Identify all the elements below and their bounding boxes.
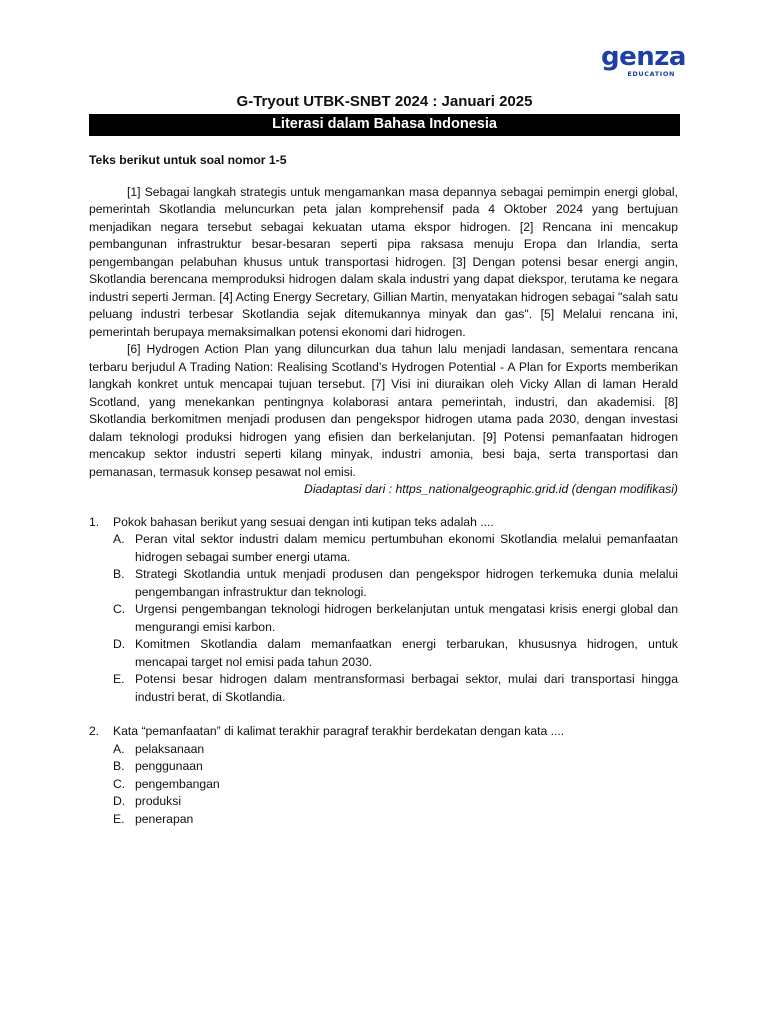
question-stem: Pokok bahasan berikut yang sesuai dengan inti kutipan teks adalah .... — [113, 514, 494, 529]
content — [89, 152, 678, 845]
question-list — [89, 514, 678, 829]
option-d[interactable] — [113, 793, 678, 811]
option-text: Strategi Skotlandia untuk menjadi produsen dan pengekspor hidrogen terkemuka dunia melalui pengembangan infrastruktur dan teknologi. — [135, 567, 678, 599]
option-text: penggunaan — [135, 759, 203, 773]
option-text: Potensi besar hidrogen dalam mentransformasi berbagai sektor, mulai dari transportasi hingga industri berat, di Skotlandia. — [135, 672, 678, 704]
question-body — [113, 514, 678, 707]
question-1 — [89, 514, 678, 707]
option-text: produksi — [135, 794, 182, 808]
option-letter: B. — [113, 567, 125, 581]
logo-tagline: EDUCATION — [627, 70, 675, 78]
question-number: 2. — [89, 724, 100, 738]
question-body — [113, 723, 678, 828]
option-letter: E. — [113, 811, 125, 826]
option-e[interactable] — [113, 671, 678, 706]
section-subtitle-bar: Literasi dalam Bahasa Indonesia — [89, 114, 680, 136]
option-d[interactable] — [113, 636, 678, 671]
option-letter: B. — [113, 759, 125, 773]
logo-wordmark: genza — [601, 42, 686, 72]
passage-heading: Teks berikut untuk soal nomor 1-5 — [89, 153, 287, 167]
question-2 — [89, 723, 678, 828]
option-text: pengembangan — [135, 776, 220, 791]
genza-logo — [601, 42, 686, 82]
option-a[interactable] — [113, 741, 678, 759]
option-letter: C. — [113, 602, 126, 616]
page-title: G-Tryout UTBK-SNBT 2024 : Januari 2025 — [236, 93, 533, 110]
option-text: Urgensi pengembangan teknologi hidrogen berkelanjutan untuk mengatasi krisis energi global dan mengurangi emisi karbon. — [135, 602, 678, 634]
question-number: 1. — [89, 514, 100, 529]
option-letter: A. — [113, 532, 125, 546]
option-letter: E. — [113, 672, 125, 686]
option-text: Peran vital sektor industri dalam memicu pertumbuhan ekonomi Skotlandia melalui pemanfaatan hidrogen sebagai sumber energi utama. — [135, 532, 678, 564]
option-letter: A. — [113, 741, 125, 756]
option-text: pelaksanaan — [135, 741, 205, 756]
option-text: penerapan — [135, 811, 194, 826]
option-text: Komitmen Skotlandia dalam memanfaatkan energi terbarukan, khususnya hidrogen, untuk mencapai target nol emisi pada tahun 2030. — [135, 637, 678, 669]
passage-source: Diadaptasi dari : https_nationalgeographic.grid.id (dengan modifikasi) — [304, 482, 678, 496]
option-letter: D. — [113, 794, 126, 808]
option-b[interactable] — [113, 758, 678, 776]
option-letter: D. — [113, 637, 126, 651]
question-stem: Kata “pemanfaatan” di kalimat terakhir paragraf terakhir berdekatan dengan kata .... — [113, 724, 565, 738]
option-e[interactable] — [113, 811, 678, 829]
option-c[interactable] — [113, 776, 678, 794]
passage-paragraph-2: [6] Hydrogen Action Plan yang diluncurkan dua tahun lalu menjadi landasan, sementara rencana terbaru berjudul A Trading Nation: Realising Scotland’s Hydrogen Potential - A Plan for Exports memberikan langkah konkret untuk mencapai tujuan tersebut. [7] Visi ini diuraikan oleh Vicky Allan di laman Herald Scotland, yang menekankan pentingnya kolaborasi antara pemerintah, industri, dan akademisi. [8] Skotlandia berkomitmen menjadi produsen dan pengekspor hidrogen utama pada 2030, dengan investasi dalam teknologi produksi hidrogen yang efisien dan berkelanjutan. [9] Potensi pemanfaatan hidrogen mencakup sektor industri seperti kilang minyak, industri amonia, besi baja, serta transportasi dan pemanasan, termasuk konsep pesawat nol emisi. — [89, 342, 678, 479]
option-c[interactable] — [113, 601, 678, 636]
option-letter: C. — [113, 776, 126, 791]
option-list — [113, 531, 678, 706]
option-list — [113, 741, 678, 829]
passage-paragraph-1: [1] Sebagai langkah strategis untuk mengamankan masa depannya sebagai pemimpin energi global, pemerintah Skotlandia meluncurkan peta jalan komprehensif pada 4 Oktober 2024 yang bertujuan menjadikan negara tersebut sebagai kekuatan utama ekspor hidrogen. [2] Rencana ini mencakup pembangunan infrastruktur besar-besaran seperti pipa raksasa menuju Eropa dan Irlandia, serta pengembangan pelabuhan khusus untuk transportasi hidrogen. [3] Dengan potensi besar energi angin, Skotlandia berencana memproduksi hidrogen dalam skala industri yang dapat diekspor, terutama ke negara industri seperti Jerman. [4] Acting Energy Secretary, Gillian Martin, menyatakan hidrogen sebagai "salah satu peluang industri terbesar Skotlandia sejak ditemukannya minyak dan gas". [5] Melalui rencana ini, pemerintah berupaya memaksimalkan potensi ekonomi dari hidrogen. — [89, 184, 678, 339]
option-a[interactable] — [113, 531, 678, 566]
option-b[interactable] — [113, 566, 678, 601]
